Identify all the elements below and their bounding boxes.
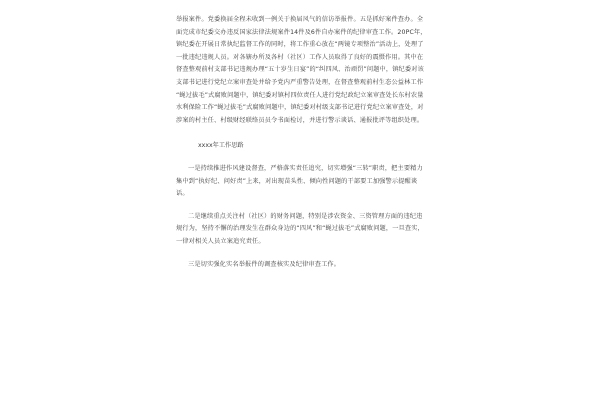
- spacer: [176, 127, 428, 140]
- paragraph-case-handling: “蝇过拔毛”式腐败问题中，镇纪委对镇村四位责任人进行党纪政纪立案审查处长东村农量水利保险工作“蝇过拔毛”式腐败问题中，镇纪委对村级支部书记进行党纪立案审查处，对涉案的村主任、村级财经联络员员令书面检讨，并进行警示谈话、通报批评等组织处理。: [176, 91, 424, 124]
- document-body: [176, 14, 428, 271]
- paragraph-point-two: 二是继续重点关注村（社区）的财务问题，特别是涉农资金、三资管理方面的违纪违规行为，坚持不懈的治理发生在群众身边的“四风”和“蝇过拔毛”式腐败问题，一旦查实，一律对相关人员立案追究责任。: [176, 212, 424, 245]
- spacer: [176, 249, 428, 259]
- paragraph-work-summary: 举报案件。党委换届全程未收到一例关于换届风气的信访举报件。五是抓好案件查办。全面完成市纪委交办违反国家法律法规案件14件及6件自办案件的纪律审查工作。20PC年，镇纪委在开展日常执纪监督工作的同时，将工作重心放在“两镜专项整治”活动上，处理了一批违纪违规人员。对各辖办所及各村（社区）工作人员取得了良好的震慑作用。其中在督查整观前村支部书记违规办理“五十岁生日宴”的“纠四风、治顽罚”问题中，镇纪委对该支部书记进行党纪立案审查处并给予党内严重警告处理，在督查整观前村生态公益林工作: [176, 16, 427, 86]
- paragraph-point-one: 一是持续推进作风建设督查，严格落实责任追究，切实增强“三转”职责，把主要精力集中到“执好纪、问好责”上来，对出现苗头性、倾向性问题的干部要工加强警示提醒谈话。: [176, 164, 423, 198]
- paragraph-point-three: 三是切实强化实名举报件的调查核实及纪律审查工作。: [188, 260, 341, 268]
- section-heading: xxxx年工作思路: [198, 142, 244, 150]
- spacer: [176, 201, 428, 211]
- spacer: [176, 153, 428, 163]
